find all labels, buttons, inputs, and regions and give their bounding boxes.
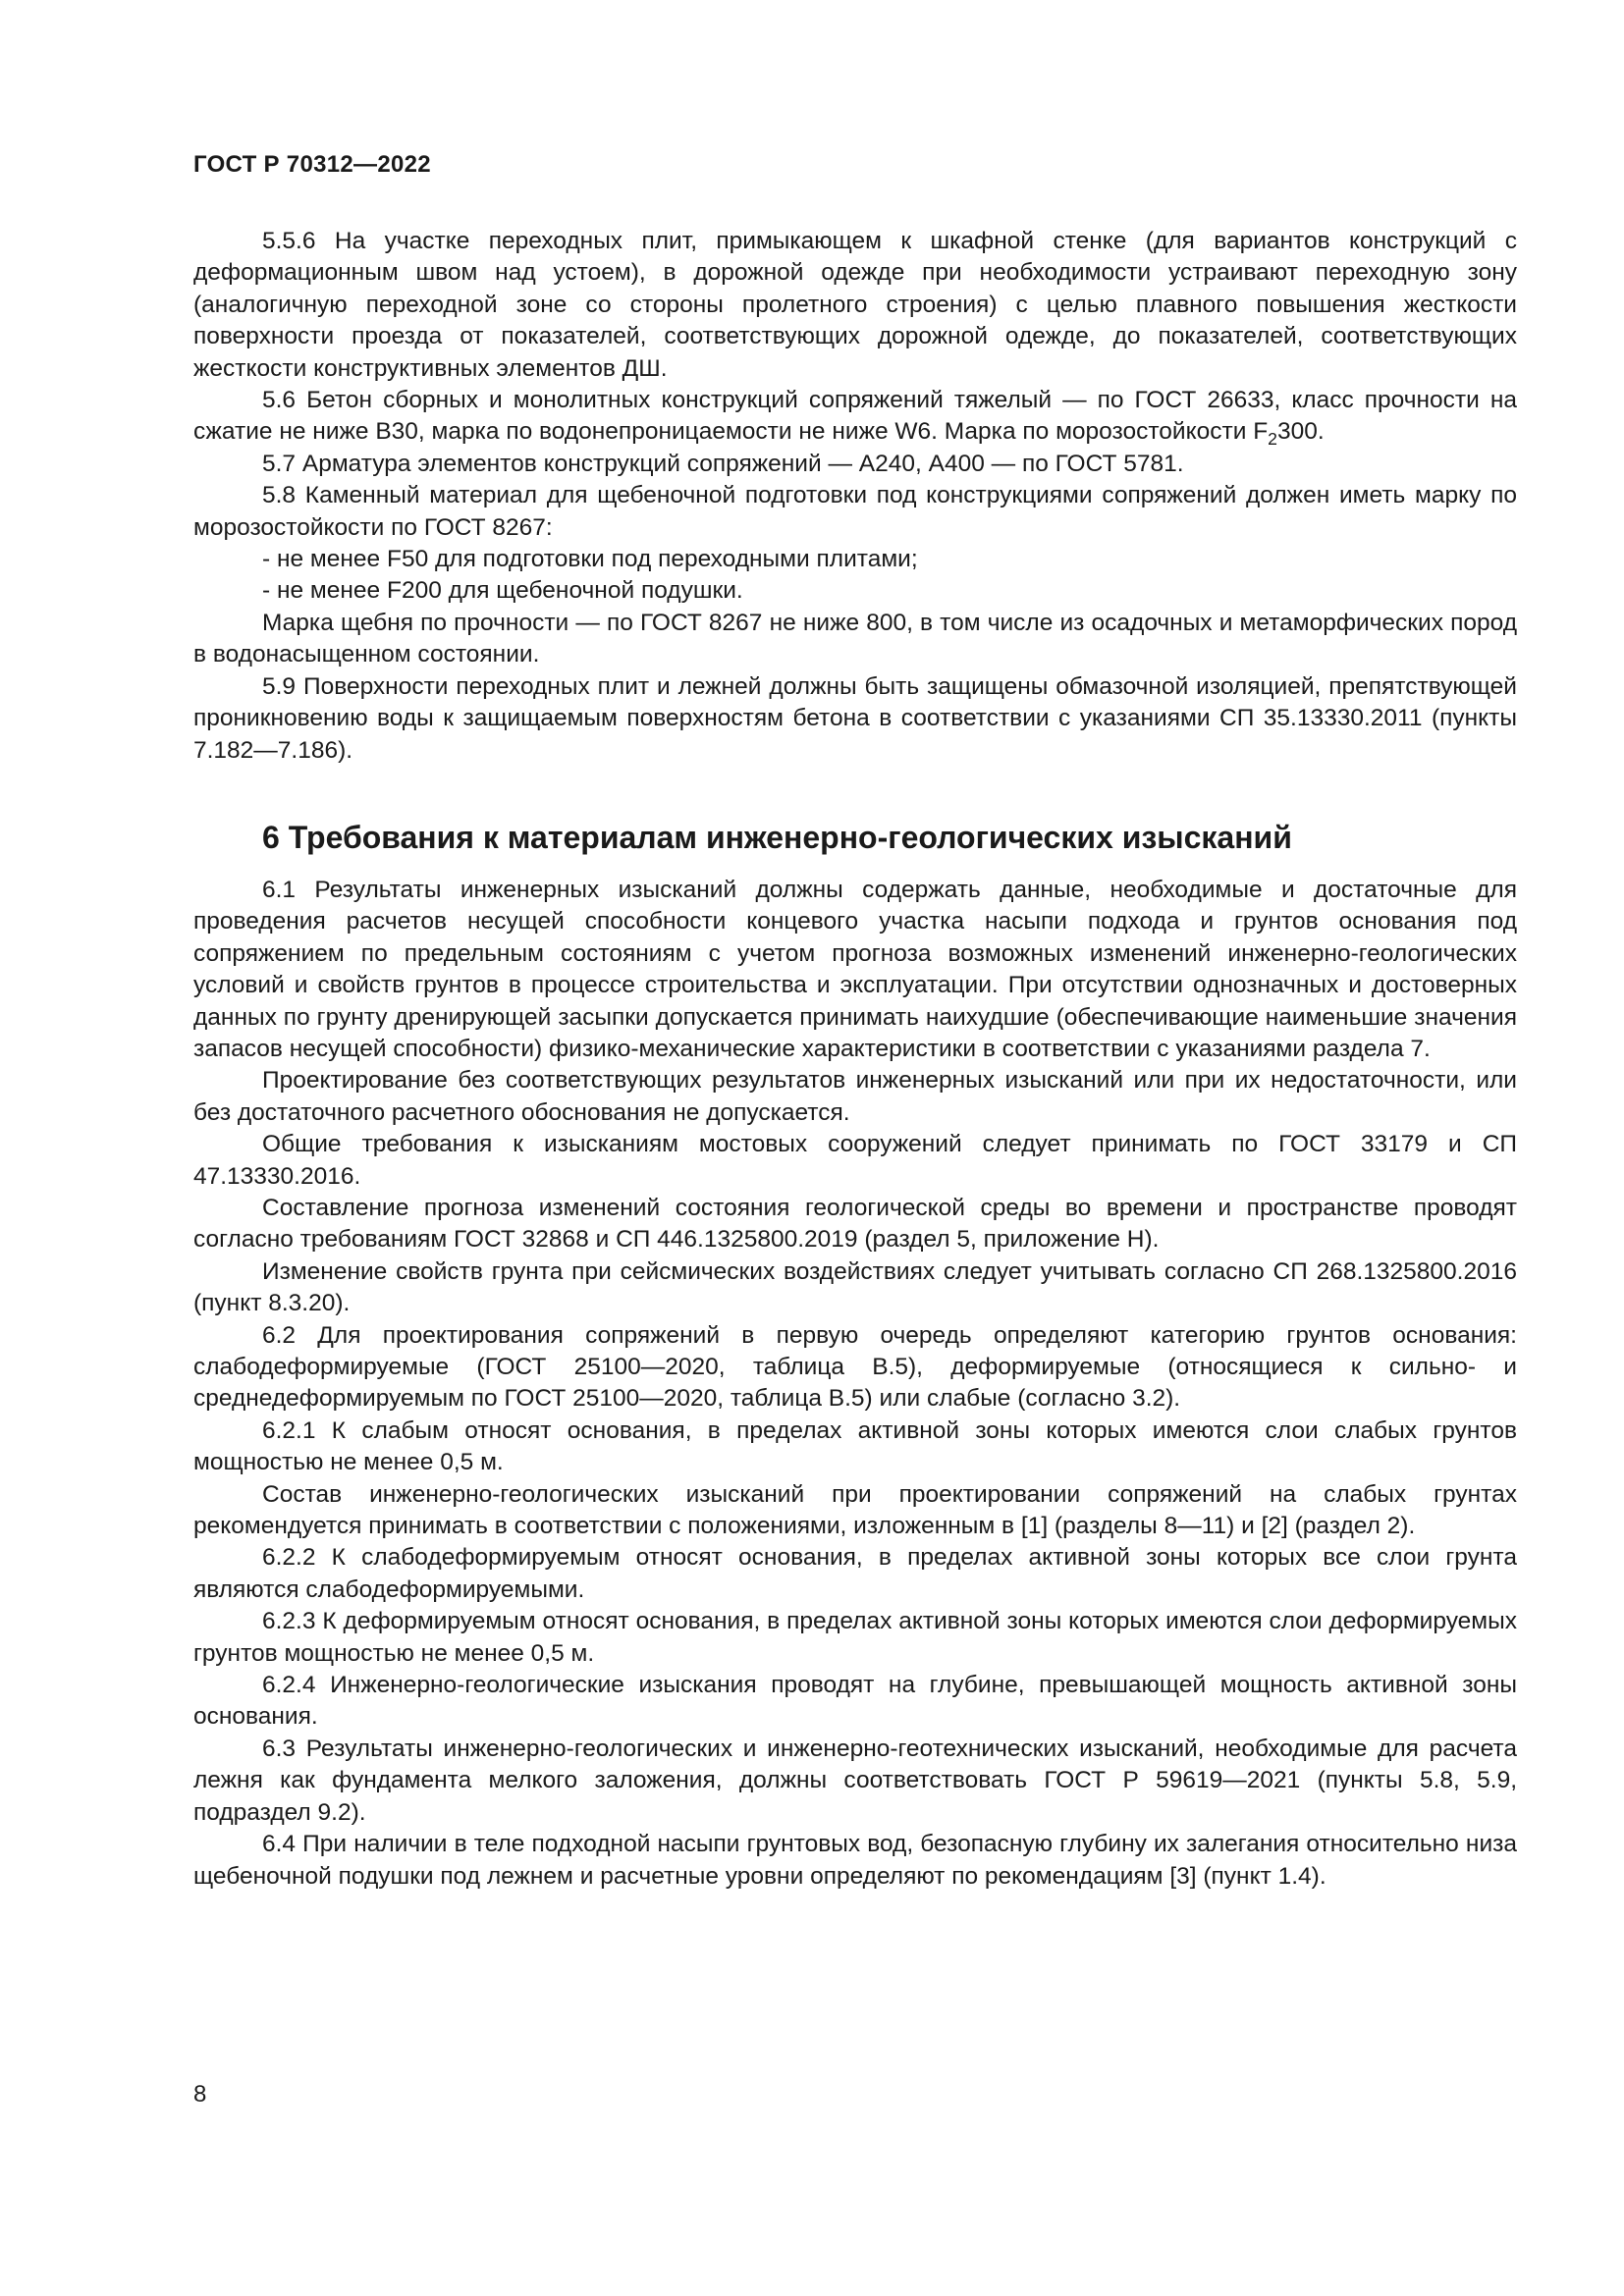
- page-number: 8: [193, 2081, 207, 2108]
- paragraph: Изменение свойств грунта при сейсмических воздействиях следует учитывать согласно СП 268.1325800.2016 (пункт 8.3.20).: [193, 1257, 1517, 1317]
- list-item: - не менее F50 для подготовки под переходными плитами;: [262, 546, 918, 573]
- paragraph-crushed-stone-grade: Марка щебня по прочности — по ГОСТ 8267 не ниже 800, в том числе из осадочных и метаморфических пород в водонасыщенном состоянии.: [193, 609, 1517, 668]
- paragraph-5-6: [193, 385, 1517, 449]
- document-header: ГОСТ Р 70312—2022: [193, 151, 431, 178]
- paragraph-5-5-6: 5.5.6 На участке переходных плит, примыкающем к шкафной стенке (для вариантов конструкций с деформационным швом над устоем), в дорожной одежде при необходимости устраивают переходную зону (аналогичную переходной зоне со стороны пролетного строения) с целью плавного повышения жесткости поверхности проезда от показателей, соответствующих дорожной одежде, до показателей, соответствующих жесткости конструктивных элементов ДШ.: [193, 228, 1517, 382]
- paragraph-6-4: 6.4 При наличии в теле подходной насыпи грунтовых вод, безопасную глубину их залегания относительно низа щебеночной подушки под лежнем и расчетные уровни определяют по рекомендациям [3] (пункт 1.4).: [193, 1831, 1517, 1890]
- paragraph-6-2-3: 6.2.3 К деформируемым относят основания, в пределах активной зоны которых имеются слои деформируемых грунтов мощностью не менее 0,5 м.: [193, 1608, 1517, 1667]
- paragraph-5-6-text: 5.6 Бетон сборных и монолитных конструкций сопряжений тяжелый — по ГОСТ 26633, класс прочности на сжатие не ниже В30, марка по водонепроницаемости не ниже W6. Марка по морозостойкости: [193, 387, 1517, 446]
- frost-grade-subscript: 2: [1268, 429, 1277, 450]
- document-body: [193, 226, 1517, 1893]
- paragraph-6-1: 6.1 Результаты инженерных изысканий должны содержать данные, необходимые и достаточные для проведения расчетов несущей способности концевого участка насыпи подхода и грунтов основания под сопряжением по предельным состояниям с учетом прогноза возможных изменений инженерно-геологических условий и свойств грунтов в процессе строительства и эксплуатации. При отсутствии однозначных и достоверных данных по грунту дренирующей засыпки допускается принимать наихудшие (обеспечивающие наименьшие значения запасов несущей способности) физико-механические характеристики в соответствии с указаниями раздела 7.: [193, 876, 1517, 1062]
- paragraph: Проектирование без соответствующих результатов инженерных изысканий или при их недостаточности, или без достаточного расчетного обоснования не допускается.: [193, 1067, 1517, 1126]
- section-6-title: 6 Требования к материалам инженерно-геологических изысканий: [262, 819, 1292, 855]
- paragraph: Составление прогноза изменений состояния геологической среды во времени и пространстве проводят согласно требованиям ГОСТ 32868 и СП 446.1325800.2019 (раздел 5, приложение Н).: [193, 1194, 1517, 1254]
- paragraph-6-2: 6.2 Для проектирования сопряжений в первую очередь определяют категорию грунтов основания: слабодеформируемые (ГОСТ 25100—2020, таблица В.5), деформируемые (относящиеся к сильно- и среднедеформируемым по ГОСТ 25100—2020, таблица В.5) или слабые (согласно 3.2).: [193, 1321, 1517, 1413]
- paragraph-6-2-2: 6.2.2 К слабодеформируемым относят основания, в пределах активной зоны которых все слои грунта являются слабодеформируемыми.: [193, 1544, 1517, 1603]
- paragraph-6-3: 6.3 Результаты инженерно-геологических и инженерно-геотехнических изысканий, необходимые для расчета лежня как фундамента мелкого заложения, должны соответствовать ГОСТ Р 59619—2021 (пункты 5.8, 5.9, подраздел 9.2).: [193, 1735, 1517, 1826]
- frost-grade-value: 300.: [1276, 418, 1325, 446]
- paragraph-5-7: 5.7 Арматура элементов конструкций сопряжений — А240, А400 — по ГОСТ 5781.: [262, 450, 1184, 477]
- paragraph: Состав инженерно-геологических изысканий при проектировании сопряжений на слабых грунтах рекомендуется принимать в соответствии с положениями, изложенным в [1] (разделы 8—11) и [2] (раздел 2).: [193, 1480, 1517, 1540]
- paragraph-6-2-4: 6.2.4 Инженерно-геологические изыскания проводят на глубине, превышающей мощность активной зоны основания.: [193, 1672, 1517, 1731]
- paragraph-6-2-1: 6.2.1 К слабым относят основания, в пределах активной зоны которых имеются слои слабых грунтов мощностью не менее 0,5 м.: [193, 1416, 1517, 1476]
- paragraph-5-8: 5.8 Каменный материал для щебеночной подготовки под конструкциями сопряжений должен иметь марку по морозостойкости по ГОСТ 8267:: [193, 482, 1517, 541]
- list-item: - не менее F200 для щебеночной подушки.: [262, 577, 743, 605]
- frost-grade-symbol: F: [1253, 418, 1269, 446]
- paragraph-5-9: 5.9 Поверхности переходных плит и лежней должны быть защищены обмазочной изоляцией, препятствующей проникновению воды к защищаемым поверхностям бетона в соответствии с указаниями СП 35.13330.2011 (пункты 7.182—7.186).: [193, 672, 1517, 764]
- paragraph: Общие требования к изысканиям мостовых сооружений следует принимать по ГОСТ 33179 и СП 47.13330.2016.: [193, 1131, 1517, 1190]
